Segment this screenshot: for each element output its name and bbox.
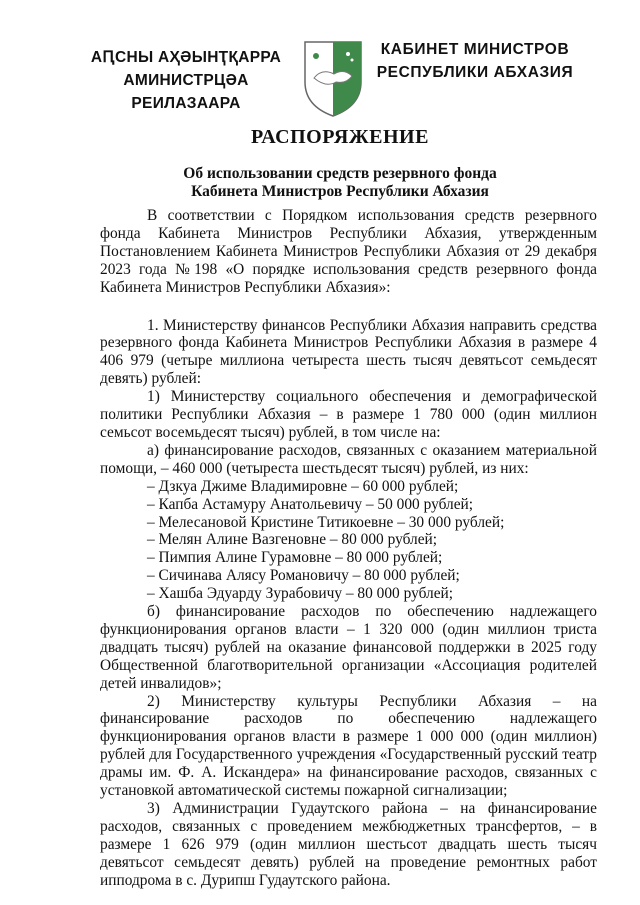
recipient-item: – Мелян Алине Вазгеновне – 80 000 рублей;	[147, 531, 438, 549]
coat-of-arms-emblem	[302, 38, 364, 118]
clause-1-2: 2) Министерству культуры Республики Абхазия – на финансирование расходов по обеспечению надлежащего функционирования органов власти в размере 1 000 000 (один миллион) рублей для Государственного учреждения «Государственный русский театр драмы им. Ф. А. Искандера» на финансирование расходов, связанных с установкой автоматической системы пожарной сигнализации;	[100, 692, 597, 800]
document-body	[100, 207, 597, 890]
header-left-line1: АԤСНЫ АҲӘЫНҬҚАРРА	[90, 49, 282, 66]
subtitle-line2: Кабинета Министров Республики Абхазия	[191, 183, 489, 200]
header-left-line2: АМИНИСТРЦӘА РЕИЛАЗААРА	[123, 72, 249, 112]
subtitle-line1: Об использовании средств резервного фонда	[183, 165, 497, 182]
preamble-paragraph: В соответствии с Порядком использования средств резервного фонда Кабинета Министров Республики Абхазия, утвержденным Постановлением Кабинета Министров Республики Абхазия от 29 декабря 2023 года №198 «О порядке использования средств резервного фонда Кабинета Министров Республики Абхазия»:	[100, 207, 597, 296]
recipient-item: – Хашба Эдуарду Зурабовичу – 80 000 рублей;	[147, 585, 454, 603]
recipient-item: – Капба Астамуру Анатольевичу – 50 000 рублей;	[147, 495, 474, 513]
clause-1: 1. Министерству финансов Республики Абхазия направить средства резервного фонда Кабинета Министров Республики Абхазия в размере 4 406 979 (четыре миллиона четыреста шесть тысяч девятьсот семьдесят девять) рублей:	[100, 316, 597, 388]
header-right-line2: РЕСПУБЛИКИ АБХАЗИЯ	[376, 64, 574, 81]
clause-1-1: 1) Министерству социального обеспечения и демографической политики Республики Абхазия – в размере 1 780 000 (один миллион семьсот восемьдесят тысяч) рублей, в том числе на:	[100, 388, 597, 441]
document-title: РАСПОРЯЖЕНИЕ	[251, 126, 429, 148]
recipient-item: – Пимпия Алине Гурамовне – 80 000 рублей;	[147, 549, 443, 567]
document-subtitle	[20, 165, 640, 201]
recipient-item: – Дзкуа Джиме Владимировне – 60 000 рублей;	[147, 477, 459, 495]
recipient-item: – Сичинава Алясу Романовичу – 80 000 рублей;	[147, 567, 460, 585]
header-russian-name	[370, 38, 580, 84]
header-right-line1: КАБИНЕТ МИНИСТРОВ	[380, 41, 570, 58]
recipient-item: – Мелесановой Кристине Титикоевне – 30 000 рублей;	[147, 513, 505, 531]
header-abkhaz-name	[76, 46, 296, 115]
clause-1-1-a: а) финансирование расходов, связанных с оказанием материальной помощи, – 460 000 (четыреста шестьдесят тысяч) рублей, из них:	[100, 441, 597, 477]
clause-1-3: 3) Администрации Гудаутского района – на финансирование расходов, связанных с проведением межбюджетных трансфертов, – в размере 1 626 979 (один миллион шестьсот двадцать шесть тысяч девятьсот семьдесят девять) рублей на проведение ремонтных работ ипподрома в с. Дурипш Гудаутского района.	[100, 800, 597, 889]
clause-1-1-b: б) финансирование расходов по обеспечению надлежащего функционирования органов власти – 1 320 000 (один миллион триста двадцать тысяч) рублей на оказание финансовой поддержки в 2025 году Общественной благотворительной организации «Ассоциация родителей детей инвалидов»;	[100, 603, 597, 692]
